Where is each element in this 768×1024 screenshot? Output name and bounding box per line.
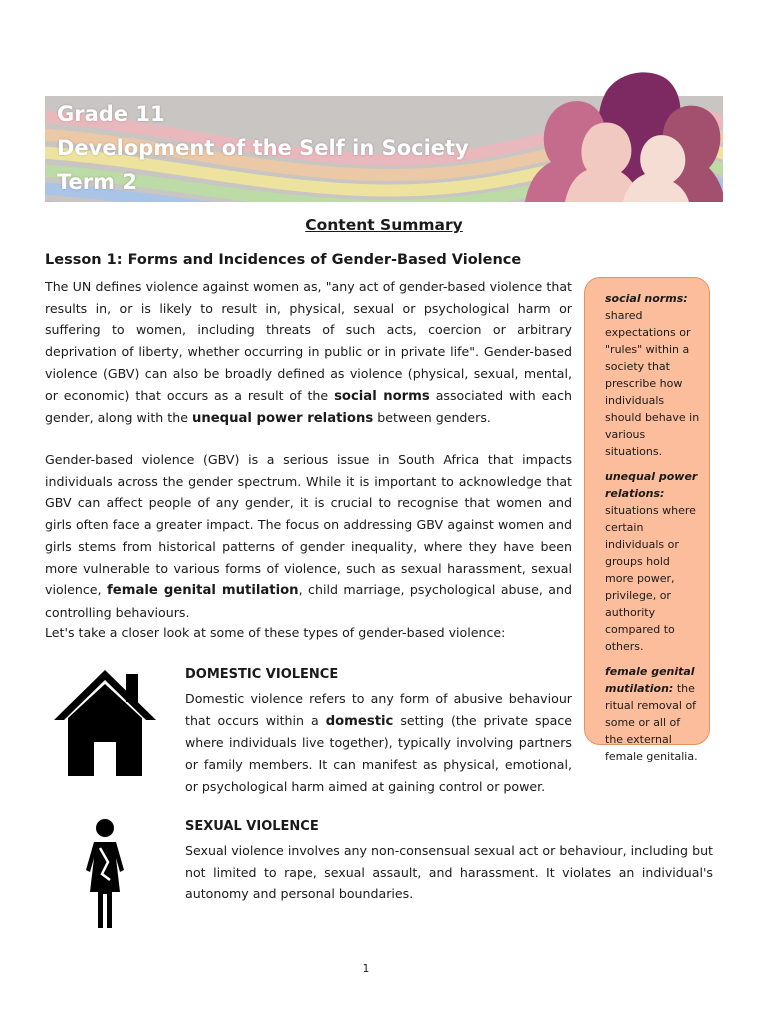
paragraph-intro-types: Let's take a closer look at some of these types of gender-based violence: <box>45 625 506 640</box>
banner-term: Term 2 <box>57 170 137 194</box>
glossary-social-norms <box>605 290 701 460</box>
paragraph-gbv-definition <box>45 276 572 430</box>
glossary-definition: shared expectations or "rules" within a society that prescribe how individuals should behave in various situations. <box>605 309 700 458</box>
domestic-violence-text <box>185 688 572 798</box>
page-number: 1 <box>362 963 370 975</box>
house-icon <box>52 668 158 776</box>
para1-text-2: associated with each gender, along with the <box>45 387 572 426</box>
domestic-violence-title: DOMESTIC VIOLENCE <box>185 667 339 682</box>
page-heading: Content Summary <box>305 216 463 234</box>
women-silhouettes-illustration <box>505 64 723 202</box>
sexual-violence-title: SEXUAL VIOLENCE <box>185 819 319 834</box>
glossary-definition: situations where certain individuals or groups hold more power, privilege, or authority compared to others. <box>605 504 696 653</box>
para1-text-3: between genders. <box>373 410 491 426</box>
sexual-violence-text: Sexual violence involves any non-consensual sexual act or behaviour, including but not limited to rape, sexual assault, and harassment. It violates an individual's autonomy and personal boundaries. <box>185 843 713 902</box>
para2-text-2: , child marriage, psychological abuse, and controlling behaviours. <box>45 582 572 620</box>
woman-silhouette-icon <box>80 818 130 930</box>
domestic-term: domestic <box>325 713 394 729</box>
header-banner <box>45 64 723 202</box>
glossary-unequal-power <box>605 468 701 655</box>
banner-subject: Development of the Self in Society <box>57 136 469 160</box>
domestic-text-2: setting (the private space where individuals live together), typically involving partners or family members. It can manifest as physical, emotional, or psychological harm aimed at gaining control or power. <box>185 712 572 794</box>
para1-text-1: The UN defines violence against women as, "any act of gender-based violence that results in, or is likely to result in, physical, sexual or psychological harm or suffering to women, including threats of such acts, coercion or arbitrary deprivation of liberty, whether occurring in public or in private life". Gender-based violence (GBV) can also be broadly defined as violence (physical, sexual, mental, or economic) that occurs as a result of the <box>45 279 572 403</box>
banner-grade: Grade 11 <box>57 102 165 126</box>
glossary-definition: the ritual removal of some or all of the external female genitalia. <box>605 682 698 763</box>
para2-text-1: Gender-based violence (GBV) is a serious issue in South Africa that impacts individuals across the gender spectrum. While it is important to acknowledge that GBV can affect people of any gender, it is crucial to recognise that women and girls often face a greater impact. The focus on addressing GBV against women and girls stems from historical patterns of gender inequality, where they have been more vulnerable to various forms of violence, such as sexual harassment, sexual violence, <box>45 452 572 598</box>
paragraph-gbv-south-africa <box>45 449 572 624</box>
glossary-term: social norms: <box>605 292 688 305</box>
lesson-title: Lesson 1: Forms and Incidences of Gender-Based Violence <box>45 252 522 268</box>
glossary-term: female genital mutilation: <box>605 665 695 695</box>
glossary-term: unequal power relations: <box>605 470 698 500</box>
para1-term-social-norms: social norms <box>334 388 430 404</box>
domestic-text-1: Domestic violence refers to any form of abusive behaviour that occurs within a <box>185 691 572 728</box>
glossary-sidebar <box>584 277 710 763</box>
para2-term-fgm: female genital mutilation <box>107 583 299 599</box>
glossary-fgm <box>605 663 701 765</box>
para1-term-unequal-power: unequal power relations <box>191 411 374 427</box>
